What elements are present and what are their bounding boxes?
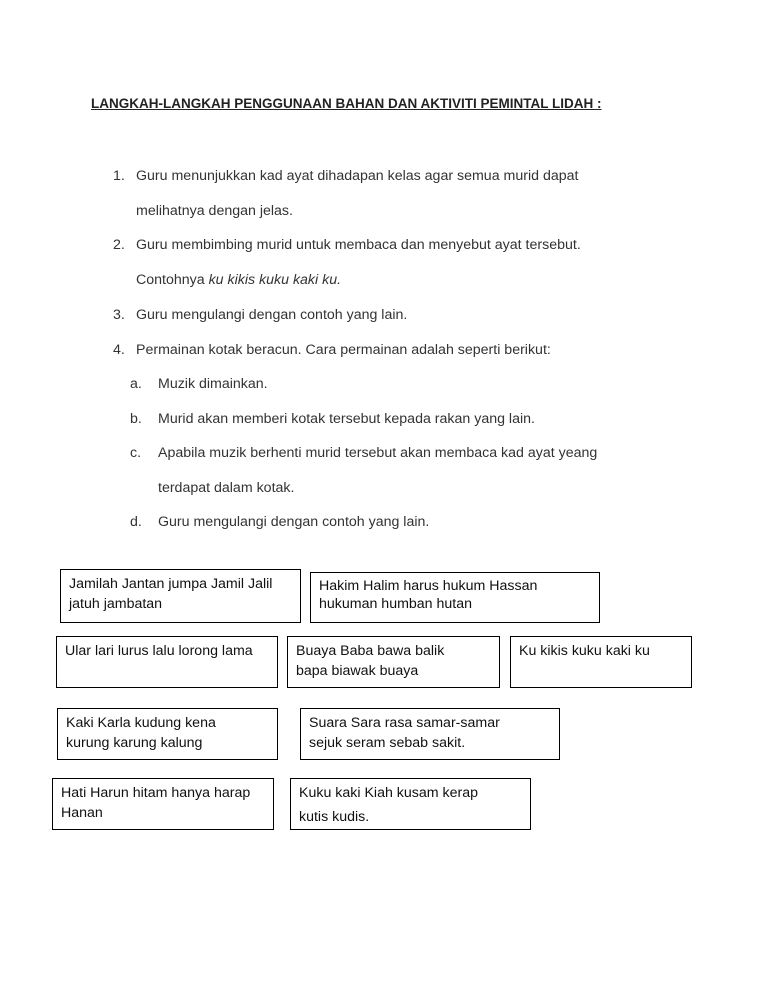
tongue-twister-card xyxy=(52,778,274,830)
tongue-twister-card xyxy=(287,636,500,688)
tongue-twister-card xyxy=(510,636,692,688)
tongue-twister-card xyxy=(57,708,278,760)
card-line-1: Buaya Baba bawa balik xyxy=(296,643,445,659)
page-title: LANGKAH-LANGKAH PENGGUNAAN BAHAN DAN AKTIVITI PEMINTAL LIDAH : xyxy=(91,96,602,111)
step-number: 4. xyxy=(113,342,125,358)
tongue-twister-card xyxy=(290,778,531,830)
step-2-example-prefix: Contohnya xyxy=(136,272,209,288)
card-line-1: Ku kikis kuku kaki ku xyxy=(519,643,650,659)
card-line-1: Ular lari lurus lalu lorong lama xyxy=(65,643,253,659)
step-number: 3. xyxy=(113,307,125,323)
step-4-line-1: Permainan kotak beracun. Cara permainan adalah seperti berikut: xyxy=(136,342,551,358)
step-1-line-2: melihatnya dengan jelas. xyxy=(136,203,293,219)
tongue-twister-card xyxy=(310,572,600,623)
step-number: 2. xyxy=(113,237,125,253)
card-line-2: bapa biawak buaya xyxy=(296,663,419,679)
card-line-1: Kuku kaki Kiah kusam kerap xyxy=(299,785,479,801)
card-line-2: hukuman humban hutan xyxy=(319,596,473,612)
step-number: 1. xyxy=(113,168,125,184)
card-line-1: Kaki Karla kudung kena xyxy=(66,715,216,731)
substep-letter: a. xyxy=(130,376,142,392)
card-line-2: kurung karung kalung xyxy=(66,735,203,751)
substep-letter: d. xyxy=(130,514,142,530)
step-3-line-1: Guru mengulangi dengan contoh yang lain. xyxy=(136,307,408,323)
step-2-line-2 xyxy=(136,272,341,288)
substep-c-line-1: Apabila muzik berhenti murid tersebut akan membaca kad ayat yeang xyxy=(158,445,598,461)
card-line-1: Jamilah Jantan jumpa Jamil Jalil xyxy=(69,576,273,592)
card-line-1: Hati Harun hitam hanya harap xyxy=(61,785,251,801)
tongue-twister-card xyxy=(60,569,301,623)
card-line-2: jatuh jambatan xyxy=(69,596,163,612)
substep-letter: c. xyxy=(130,445,142,461)
tongue-twister-card xyxy=(300,708,560,760)
step-2-line-1: Guru membimbing murid untuk membaca dan menyebut ayat tersebut. xyxy=(136,237,581,253)
substep-letter: b. xyxy=(130,411,142,427)
substep-d-line-1: Guru mengulangi dengan contoh yang lain. xyxy=(158,514,430,530)
card-line-1: Suara Sara rasa samar-samar xyxy=(309,715,500,731)
substep-b-line-1: Murid akan memberi kotak tersebut kepada rakan yang lain. xyxy=(158,411,535,427)
step-2-example-text: ku kikis kuku kaki ku. xyxy=(208,272,342,288)
substep-c-line-2: terdapat dalam kotak. xyxy=(158,480,295,496)
card-line-2: kutis kudis. xyxy=(299,809,370,825)
step-1-line-1: Guru menunjukkan kad ayat dihadapan kelas agar semua murid dapat xyxy=(136,168,579,184)
card-line-1: Hakim Halim harus hukum Hassan xyxy=(319,578,538,594)
card-line-2: Hanan xyxy=(61,805,103,821)
tongue-twister-card xyxy=(56,636,278,688)
substep-a-line-1: Muzik dimainkan. xyxy=(158,376,268,392)
card-line-2: sejuk seram sebab sakit. xyxy=(309,735,466,751)
